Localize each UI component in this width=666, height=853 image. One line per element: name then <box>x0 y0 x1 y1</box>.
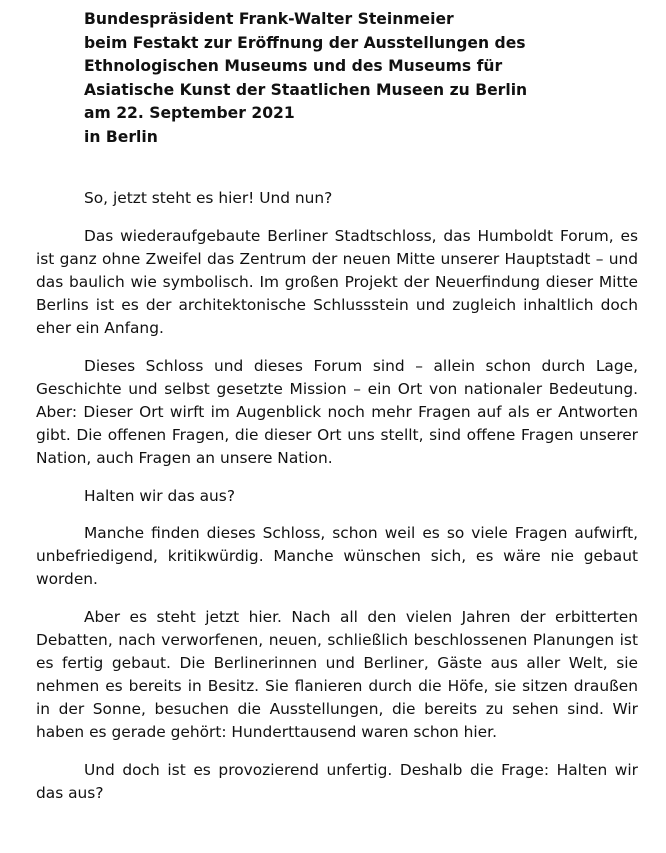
heading-line-occasion: beim Festakt zur Eröffnung der Ausstellungen des <box>84 33 526 52</box>
paragraph-unfinished: Und doch ist es provozierend unfertig. Deshalb die Frage: Halten wir das aus? <box>36 760 638 803</box>
paragraph-national-significance: Dieses Schloss und dieses Forum sind – allein schon durch Lage, Geschichte und selbst gesetzte Mission – ein Ort von nationaler Bedeutung. Aber: Dieser Ort wirft im Augenblick noch mehr Fragen auf als er Antworten gibt. Die offenen Fragen, die dieser Ort uns stellt, sind offene Fragen unserer Nation, auch Fragen an unsere Nation. <box>36 356 638 467</box>
heading-line-place: in Berlin <box>84 127 158 146</box>
heading-line-date: am 22. September 2021 <box>84 104 295 123</box>
heading-line-museums: Ethnologischen Museums und des Museums für <box>84 57 503 76</box>
paragraph-stadtschloss: Das wiederaufgebaute Berliner Stadtschloss, das Humboldt Forum, es ist ganz ohne Zweifel das Zentrum der neuen Mitte unserer Hauptstadt – und das baulich wie symbolisch. Im großen Projekt der Neuerfindung dieser Mitte Berlins ist es der architektonische Schlussstein und zugleich inhaltlich doch eher ein Anfang. <box>36 226 638 337</box>
paragraph-completed: Aber es steht jetzt hier. Nach all den vielen Jahren der erbitterten Debatten, nach verworfenen, neuen, schließlich beschlossenen Planungen ist es fertig gebaut. Die Berlinerinnen und Berliner, Gäste aus aller Welt, sie nehmen es bereits in Besitz. Sie flanieren durch die Höfe, sie sitzen draußen in der Sonne, besuchen die Ausstellungen, die bereits zu sehen sind. Wir haben es gerade gehört: Hunderttausend waren schon hier. <box>36 607 638 742</box>
speech-heading <box>84 8 640 150</box>
heading-line-institution: Asiatische Kunst der Staatlichen Museen zu Berlin <box>84 80 528 99</box>
paragraph-critics: Manche finden dieses Schloss, schon weil es so viele Fragen aufwirft, unbefriedigend, kritikwürdig. Manche wünschen sich, es wäre nie gebaut worden. <box>36 524 638 589</box>
speech-body <box>36 187 638 820</box>
paragraph-question: Halten wir das aus? <box>84 486 235 505</box>
paragraph-opening: So, jetzt steht es hier! Und nun? <box>84 189 333 207</box>
heading-line-speaker: Bundespräsident Frank-Walter Steinmeier <box>84 10 454 28</box>
